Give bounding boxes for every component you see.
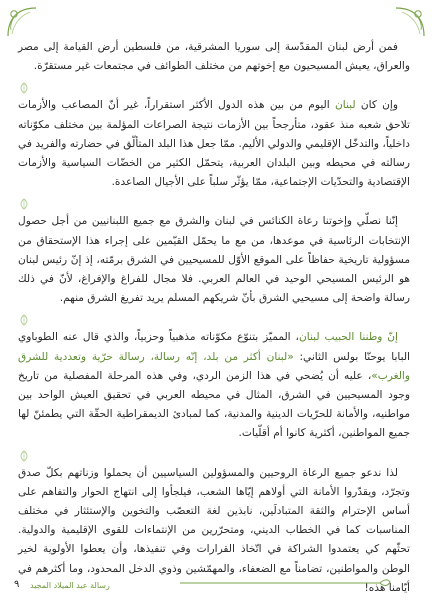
leaf-ornament-icon [18, 198, 410, 210]
paragraph-text: فمن أرض لبنان المقدّسة إلى سوريا المشرقية، من فلسطين أرض القيامة إلى مصر والعراق، يعيش المسيحيون مع إخوتهم من مختلف الطوائف في مجتمعات غير مستقرّة. [18, 41, 410, 73]
paragraph [18, 38, 410, 76]
leaf-ornament-icon [18, 314, 410, 326]
page-number: ٩ [14, 579, 20, 590]
leaf-ornament-icon [18, 450, 410, 462]
highlighted-text: لبنان [334, 99, 356, 112]
highlighted-text: إنّ وطننا الحبيب لبنان [298, 331, 398, 344]
paragraph [18, 96, 410, 192]
footer-title: رسالة عيد الميلاد المجيد [30, 581, 110, 590]
highlighted-text: «لبنان أكثر من بلد، إنّه رسالة، رسالة حرّية وتعددية للشرق والغرب» [18, 350, 410, 382]
corner-ornament-left [4, 4, 40, 40]
body-text [18, 38, 410, 606]
page-footer [0, 572, 432, 600]
paragraph-text: ، عليه أن يُضحي في هذا الزمن الردي، وفي هذه المرحلة المفصلية من تاريخ وجود المسيحيين في الشرق، المثال في محيطه العربي في تحقيق العيش الواحد بين مواطنيه، والأمانة للحرّيات الدينية والمدنية، كما لمبادئ الديمقراطية الحقّة التي يطمئنّ لها جميع المواطنين، أكثرية كانوا أم أقلّيات. [18, 369, 410, 440]
paragraph-text: إنّنا نصلّي وإخوتنا رعاة الكنائس في لبنان والشرق مع جميع اللبنانيين من أجل حصول الإنتخابات الرئاسية في موعدها، من مع ما يحمّل القيّمين على إجراء هذا الإستحقاق من مسؤولية تاريخية حفاظاً على الموقع الأوّل للمسيحيين في الشرق برمّته، إذ إنّ رئيس لبنان هو الرئيس المسيحي الوحيد في العالم العربي. فلا مجال للفراغ والإفراغ، لأنّ في ذلك رسالة واضحة إلى مسيحيي الشرق بأنّ شريكهم المسلم يريد تفريغ الشرق منهم. [18, 215, 410, 305]
paragraph-text: ، المميّز بتنوّع مكوّناته مذهبياً وحزبياً، والذي قال عنه الطوباوي البابا يوحنّا بولس الثاني: [18, 331, 410, 363]
leaf-ornament-icon [18, 82, 410, 94]
paragraph-text: اليوم من بين هذه الدول الأكثر استقراراً، غير أنّ المصاعب والأزمات تلاحق شعبه منذ عقود، متأرجحاً بين الأزمات نتيجة الصراعات المؤلمة بين مختلف مكوّناته داخلياً، والتدخّل الإقليمي والدولي الأليم. ممّا جعل هذا البلد المتألّق في حضارته والفريد في رسالته في محيطه وبين البلدان العربية، يتحمّل الكثير من الخضّات السياسية والأزمات الإقتصادية والتحدّيات الإجتماعية، ممّا يؤثّر سلباً على الأجيال الصاعدة. [18, 99, 410, 189]
paragraph-text: لذا ندعو جميع الرعاة الروحيين والمسؤولين السياسيين أن يحملوا وزناتهم بكلّ صدق وتجرّد، ويقدّروا الأمانة التي أولاهم إيّاها الشعب، فيلجأوا إلى انتهاج الحوار والتفاهم على أساس الإحترام والثقة المتبادلَين، نابذين لغة التعصّب والتخوين والإستئثار في مختلف المناسبات كما في الخطاب الديني، ومتحرّرين من الإنتماءات للقوى الإقليمية والدولية. تحثّهم كي يعتمدوا الشراكة في اتّخاذ القرارات وفي تنفيذها، وأن يعطوا الأولوية لخير الوطن والمواطنين، تضامناً مع الضعفاء، والمهمّشين وذوي الدخل المحدود، وما أكثرهم في أيّامنا هذه! [18, 466, 410, 594]
footer-ornament-rule [180, 578, 392, 588]
paragraph [18, 212, 410, 308]
corner-ornament-right [392, 4, 428, 40]
paragraph [18, 328, 410, 443]
paragraph-text: وإن كان [355, 99, 398, 112]
